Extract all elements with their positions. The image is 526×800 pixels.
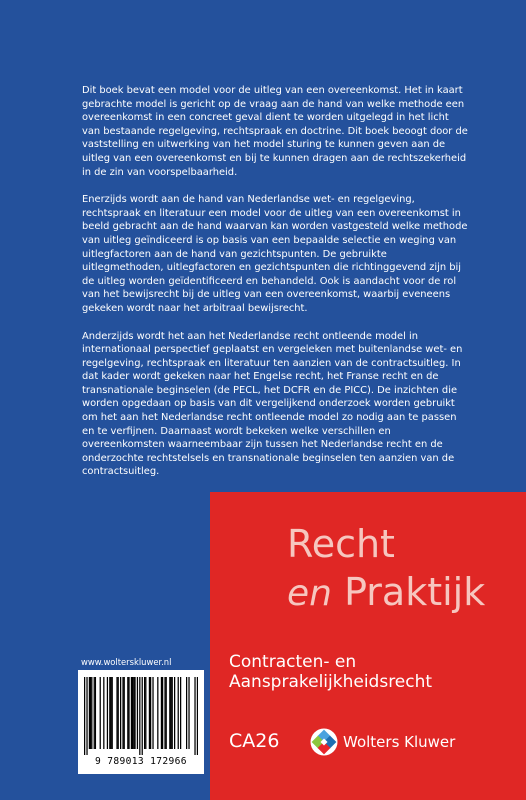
barcode-bar [109,677,110,749]
barcode-bar [100,677,101,749]
barcode-bar [145,677,146,749]
series-title [287,520,485,618]
series-code: CA26 [229,730,280,752]
publisher-name: Wolters Kluwer [343,733,456,751]
barcode-bar [84,677,85,755]
barcode-bar [150,677,151,749]
barcode-bars [84,677,198,755]
barcode-bar [170,677,171,749]
barcode-bar [133,677,134,749]
barcode-bar [131,677,132,749]
barcode-bar [149,677,150,749]
barcode-bar [194,677,195,755]
barcode-bar [172,677,173,749]
barcode-bar [110,677,111,749]
barcode-bar [152,677,153,749]
barcode-bar [120,677,121,749]
barcode-bar [122,677,123,749]
publisher-website: www.wolterskluwer.nl [81,657,172,667]
barcode-bar [142,677,143,755]
barcode-bar [161,677,162,749]
blurb-paragraph-3: Anderzijds wordt het aan het Nederlandse recht ontleende model in internationaal perspectief geplaatst en vergeleken met buitenlandse wet- en regelgeving, rechtspraak en literatuur ten aanzien van de contractsuitleg. In dat kader wordt gekeken naar het Engelse recht, het Franse recht en de transnationale beginselen (de PECL, het DCFR en de PICC). De inzichten die worden opgedaan op basis van dit vergelijkend onderzoek worden gebruikt om het aan het Nederlandse recht ontleende model zo nodig aan te passen en te verfijnen. Daarnaast wordt bekeken welke verschillen en overeenkomsten waarneembaar zijn tussen het Nederlandse recht en de onderzochte rechtstelsels en transnationale beginselen ten aanzien van de contractsuitleg. [82,330,463,478]
barcode-bar [188,677,189,749]
barcode-bar [139,677,140,755]
series-title-praktijk: Praktijk [344,570,486,614]
barcode-bar [89,677,90,749]
subject-line-2: Aansprakelijkheidsrecht [229,672,433,692]
barcode-bar [107,677,108,749]
barcode-bar [197,677,198,755]
barcode-bar [162,677,163,749]
barcode-bar [157,677,158,749]
barcode-bar [116,677,117,749]
barcode-bar [112,677,113,749]
wolters-kluwer-logo-icon [310,728,338,756]
barcode-bar [166,677,167,749]
barcode-bar [91,677,92,749]
barcode-bar [86,677,87,755]
barcode-bar [174,677,175,749]
barcode-bar [95,677,96,749]
barcode-bar [137,677,138,749]
barcode-digits: 9 789013 172966 [95,756,187,767]
series-subject [229,652,519,692]
barcode-bar [124,677,125,749]
subject-line-1: Contracten- en [229,652,357,672]
barcode-bar [90,677,91,749]
barcode-bar [132,677,133,749]
barcode-bar [94,677,95,749]
barcode-bar [134,677,135,749]
series-title-recht: Recht [287,522,395,566]
barcode-bar [144,677,145,749]
barcode-bar [164,677,165,749]
blurb-paragraph-2: Enerzijds wordt aan de hand van Nederlandse wet- en regelgeving, rechtspraak en literatuur een model voor de uitleg van een overeenkomst in beeld gebracht aan de hand waarvan kan worden vastgesteld welke methode van uitleg geïndiceerd is op basis van een bepaalde selectie en weging van uitlegfactoren aan de hand van gezichtspunten. De gebruikte uitlegmethoden, uitlegfactoren en gezichtspunten die richtinggevend zijn bij de uitleg worden geïdentificeerd en behandeld. Ook is aandacht voor de rol van het bewijsrecht bij de uitleg van een overeenkomst, waarbij eveneens gekeken wordt naar het arbitraal bewijsrecht. [82,194,468,314]
publisher-logo [310,728,455,756]
barcode-bar [180,677,181,749]
blurb-paragraph-1: Dit boek bevat een model voor de uitleg van een overeenkomst. Het in kaart gebrachte model is gericht op de vraag aan de hand van welke methode een overeenkomst in een concreet geval dient te worden uitgelegd in het licht van bestaande regelgeving, rechtspraak en doctrine. Dit boek beoogt door de vaststelling en uitwerking van het model sturing te kunnen geven aan de uitleg van een overeenkomst en bij te kunnen dragen aan de rechtszekerheid in de zin van voorspelbaarheid. [82,85,468,178]
isbn-barcode [78,670,204,774]
barcode-bar [127,677,128,749]
barcode-bar [118,677,119,749]
barcode-bar [128,677,129,749]
blurb-text [82,84,470,493]
barcode-bar [178,677,179,749]
barcode-bar [169,677,170,749]
series-title-line2 [287,568,485,618]
series-panel [210,492,526,800]
barcode-bar [186,677,187,749]
barcode-bar [103,677,104,749]
series-title-en: en [287,573,332,614]
